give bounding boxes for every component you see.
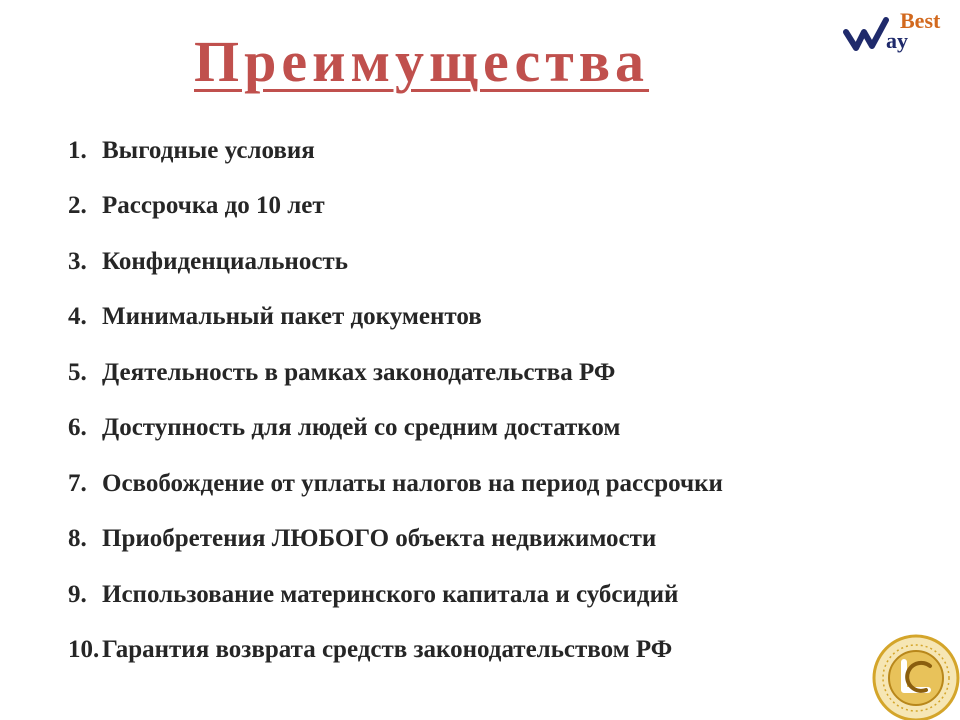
list-item: [68, 623, 723, 679]
item-text: Доступность для людей со средним достатком: [102, 414, 621, 442]
item-number: 4.: [68, 303, 87, 331]
list-item: [68, 179, 723, 235]
item-text: Деятельность в рамках законодательства РФ: [102, 358, 616, 386]
item-number: 6.: [68, 414, 87, 442]
item-number: 7.: [68, 469, 87, 497]
item-text: Освобождение от уплаты налогов на период рассрочки: [102, 469, 723, 497]
item-number: 2.: [68, 192, 87, 220]
item-number: 10.: [68, 636, 100, 664]
list-item: [68, 456, 723, 512]
bestway-logo: [842, 6, 954, 56]
item-text: Использование материнского капитала и субсидий: [102, 580, 679, 608]
item-number: 1.: [68, 136, 87, 164]
list-item: [68, 512, 723, 568]
list-item: [68, 345, 723, 401]
logo-text-bottom: ay: [886, 28, 908, 53]
slide-title: Преимущества: [194, 29, 650, 94]
item-number: 8.: [68, 525, 87, 553]
list-item: [68, 401, 723, 457]
item-text: Выгодные условия: [102, 136, 315, 164]
list-item: [68, 234, 723, 290]
item-number: 9.: [68, 580, 87, 608]
item-number: 3.: [68, 247, 87, 275]
item-text: Конфиденциальность: [102, 247, 348, 275]
list-item: [68, 123, 723, 179]
item-text: Рассрочка до 10 лет: [102, 192, 325, 220]
advantages-list: [68, 123, 723, 678]
list-item: [68, 567, 723, 623]
gold-seal-icon: [866, 628, 960, 720]
item-text: Приобретения ЛЮБОГО объекта недвижимости: [102, 525, 657, 553]
logo-text-top: Best: [900, 8, 941, 33]
check-w-icon: [846, 20, 886, 48]
list-item: [68, 290, 723, 346]
item-number: 5.: [68, 358, 87, 386]
item-text: Гарантия возврата средств законодательством РФ: [102, 636, 673, 664]
item-text: Минимальный пакет документов: [102, 303, 482, 331]
